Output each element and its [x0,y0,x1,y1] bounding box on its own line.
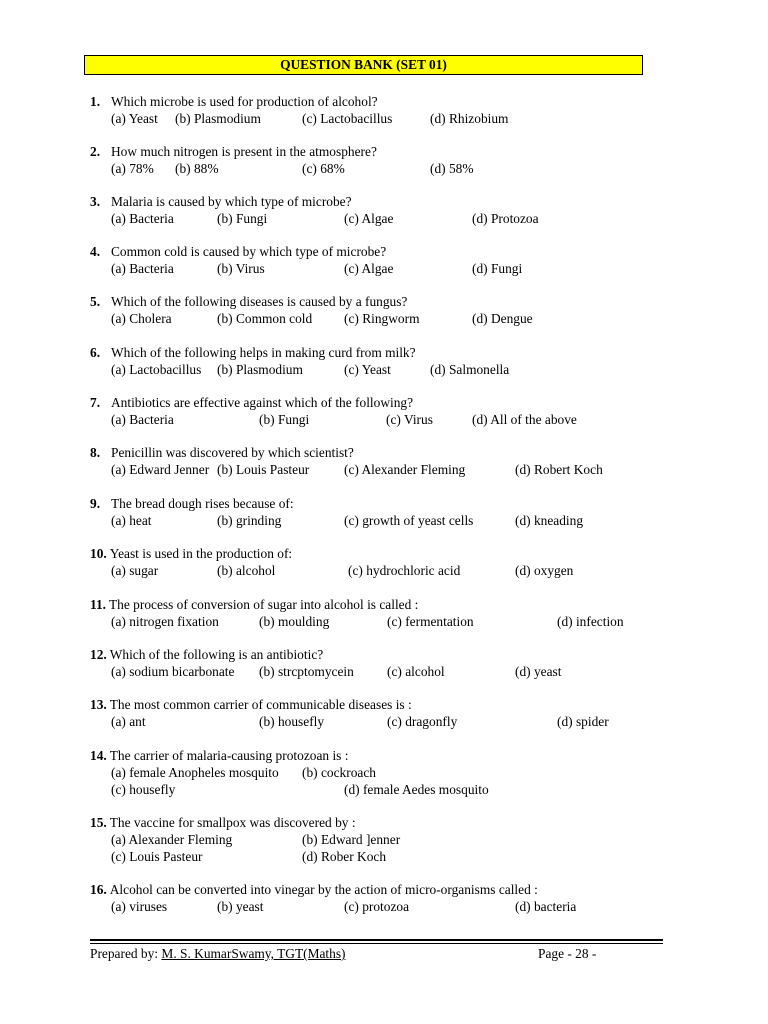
answer-option: (b) 88% [175,161,219,176]
answer-option: (b) Plasmodium [175,111,261,126]
question-item [90,243,690,277]
answer-option: (c) fermentation [387,614,474,629]
question-item [90,293,690,327]
option-row [90,848,690,865]
option-row [90,210,690,227]
answer-option: (c) Alexander Fleming [344,462,466,477]
answer-option: (b) Edward ]enner [302,832,401,847]
question-item [90,93,690,127]
answer-option: (d) yeast [515,664,562,679]
answer-option: (c) alcohol [387,664,445,679]
answer-option: (c) 68% [302,161,345,176]
question-text: Which microbe is used for production of alcohol? [111,94,378,109]
answer-option: (c) Yeast [344,362,391,377]
answer-option: (c) protozoa [344,899,410,914]
answer-option: (c) growth of yeast cells [344,513,474,528]
answer-option: (d) oxygen [515,563,574,578]
answer-option: (d) Dengue [472,311,533,326]
answer-option: (c) dragonfly [387,714,458,729]
question-number: 3. [90,194,101,209]
question-number: 5. [90,294,101,309]
option-row [90,411,690,428]
answer-option: (a) nitrogen fixation [111,614,219,629]
question-text: Which of the following helps in making curd from milk? [111,345,416,360]
question-item [90,394,690,428]
answer-option: (c) Ringworm [344,311,420,326]
question-number: 11. [90,597,106,612]
question-item [90,495,690,529]
option-row [90,663,690,680]
answer-option: (a) Bacteria [111,211,174,226]
question-number: 7. [90,395,101,410]
answer-option: (a) female Anopheles mosquito [111,765,279,780]
question-text: Penicillin was discovered by which scientist? [111,445,354,460]
question-number: 10. [90,546,107,561]
question-number: 13. [90,697,107,712]
question-number: 8. [90,445,101,460]
answer-option: (b) Virus [217,261,265,276]
answer-option: (d) Robert Koch [515,462,603,477]
question-item [90,545,690,579]
question-number: 1. [90,94,101,109]
answer-option: (d) female Aedes mosquito [344,782,489,797]
question-item [90,344,690,378]
option-row [90,461,690,478]
answer-option: (d) Protozoa [472,211,539,226]
answer-option: (b) yeast [217,899,264,914]
option-row [90,898,690,915]
answer-option: (a) ant [111,714,146,729]
question-text: Which of the following diseases is caused by a fungus? [111,294,408,309]
answer-option: (a) sugar [111,563,159,578]
answer-option: (d) Rhizobium [430,111,509,126]
question-number: 2. [90,144,101,159]
question-text: The vaccine for smallpox was discovered by : [109,815,356,830]
answer-option: (b) cockroach [302,765,376,780]
answer-option: (a) sodium bicarbonate [111,664,235,679]
answer-option: (b) housefly [259,714,325,729]
footer-prepared-by [90,946,346,962]
option-row [90,562,690,579]
question-item [90,143,690,177]
question-text: Alcohol can be converted into vinegar by the action of micro-organisms called : [109,882,538,897]
answer-option: (b) Louis Pasteur [217,462,310,477]
question-text: Which of the following is an antibiotic? [109,647,324,662]
question-text: The process of conversion of sugar into alcohol is called : [109,597,419,612]
answer-option: (b) moulding [259,614,330,629]
question-item [90,747,690,798]
answer-option: (d) All of the above [472,412,577,427]
question-number: 12. [90,647,107,662]
answer-option: (c) Algae [344,261,394,276]
question-number: 16. [90,882,107,897]
answer-option: (b) Fungi [217,211,268,226]
question-item [90,881,690,915]
answer-option: (c) Louis Pasteur [111,849,203,864]
answer-option: (c) Virus [386,412,433,427]
question-text: Yeast is used in the production of: [109,546,293,561]
answer-option: (b) alcohol [217,563,276,578]
prepared-name: M. S. KumarSwamy, TGT(Maths) [161,946,346,961]
answer-option: (a) Lactobacillus [111,362,202,377]
answer-option: (c) Lactobacillus [302,111,393,126]
question-item [90,596,690,630]
question-text: The most common carrier of communicable diseases is : [109,697,412,712]
answer-option: (d) spider [557,714,609,729]
question-text: Common cold is caused by which type of microbe? [111,244,387,259]
answer-option: (b) strcptomycein [259,664,354,679]
option-row [90,310,690,327]
page-number: Page - 28 - [538,946,597,961]
answer-option: (b) Plasmodium [217,362,303,377]
option-row [90,831,690,848]
option-row [90,160,690,177]
question-item [90,814,690,865]
question-number: 9. [90,496,101,511]
option-row [90,613,690,630]
answer-option: (d) 58% [430,161,474,176]
answer-option: (d) kneading [515,513,584,528]
option-row [90,260,690,277]
question-number: 15. [90,815,107,830]
option-row [90,713,690,730]
answer-option: (d) Fungi [472,261,523,276]
question-text: How much nitrogen is present in the atmosphere? [111,144,377,159]
question-number: 14. [90,748,107,763]
answer-option: (a) 78% [111,161,154,176]
footer-rule-thin [90,943,663,944]
option-row [90,512,690,529]
question-number: 4. [90,244,101,259]
answer-option: (a) Cholera [111,311,172,326]
footer-rule-thick [90,939,663,941]
option-row [90,110,690,127]
option-row [90,781,690,798]
answer-option: (c) Algae [344,211,394,226]
question-item [90,193,690,227]
question-item [90,696,690,730]
answer-option: (a) Yeast [111,111,158,126]
answer-option: (a) Bacteria [111,261,174,276]
question-text: Antibiotics are effective against which of the following? [111,395,414,410]
prepared-label: Prepared by: [90,946,162,961]
answer-option: (a) viruses [111,899,168,914]
answer-option: (c) hydrochloric acid [348,563,461,578]
answer-option: (a) Alexander Fleming [111,832,233,847]
question-item [90,444,690,478]
answer-option: (c) housefly [111,782,176,797]
answer-option: (d) Rober Koch [302,849,387,864]
question-bank-title: QUESTION BANK (SET 01) [84,55,643,75]
answer-option: (b) Common cold [217,311,313,326]
answer-option: (b) grinding [217,513,282,528]
question-text: The bread dough rises because of: [111,496,294,511]
question-number: 6. [90,345,101,360]
option-row [90,361,690,378]
answer-option: (d) Salmonella [430,362,510,377]
question-text: Malaria is caused by which type of microbe? [111,194,352,209]
answer-option: (a) Bacteria [111,412,174,427]
option-row [90,764,690,781]
answer-option: (d) infection [557,614,624,629]
question-text: The carrier of malaria-causing protozoan is : [109,748,349,763]
answer-option: (a) Edward Jenner [111,462,210,477]
question-item [90,646,690,680]
answer-option: (d) bacteria [515,899,577,914]
answer-option: (a) heat [111,513,152,528]
answer-option: (b) Fungi [259,412,310,427]
